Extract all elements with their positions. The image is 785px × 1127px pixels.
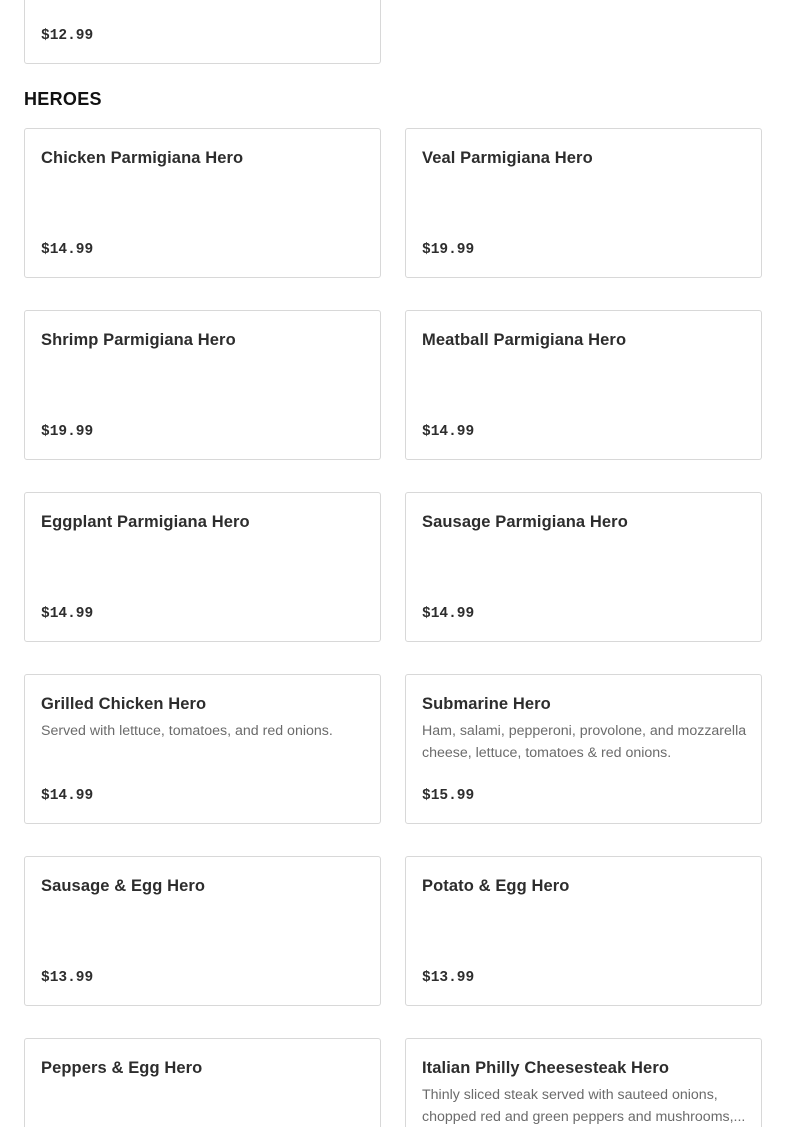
item-name: Eggplant Parmigiana Hero bbox=[41, 513, 250, 531]
menu-item-card[interactable] bbox=[24, 0, 381, 64]
menu-item-card[interactable] bbox=[24, 856, 381, 1006]
item-name: Potato & Egg Hero bbox=[422, 877, 570, 895]
menu-item-card[interactable] bbox=[405, 128, 762, 278]
item-name: Peppers & Egg Hero bbox=[41, 1059, 203, 1077]
item-price: $14.99 bbox=[41, 606, 94, 622]
section-title: HEROES bbox=[24, 89, 102, 109]
item-price: $13.99 bbox=[422, 970, 475, 986]
item-price: $13.99 bbox=[41, 970, 94, 986]
item-price: $19.99 bbox=[41, 424, 94, 440]
item-name: Veal Parmigiana Hero bbox=[422, 149, 593, 167]
item-price: $19.99 bbox=[422, 242, 475, 258]
item-name: Italian Philly Cheesesteak Hero bbox=[422, 1059, 670, 1077]
menu-item-card[interactable] bbox=[405, 674, 762, 824]
menu-item-card[interactable] bbox=[24, 1038, 381, 1127]
item-name: Sausage & Egg Hero bbox=[41, 877, 206, 895]
item-description: Served with lettuce, tomatoes, and red onions. bbox=[41, 723, 333, 739]
item-price: $12.99 bbox=[41, 28, 94, 44]
item-name: Sausage Parmigiana Hero bbox=[422, 513, 628, 531]
menu-item-card[interactable] bbox=[405, 310, 762, 460]
item-price: $14.99 bbox=[422, 606, 475, 622]
menu-item-card[interactable] bbox=[405, 856, 762, 1006]
menu-item-card[interactable] bbox=[24, 674, 381, 824]
item-price: $15.99 bbox=[422, 788, 475, 804]
item-name: Submarine Hero bbox=[422, 695, 551, 713]
menu-item-card[interactable] bbox=[24, 310, 381, 460]
item-name: Chicken Parmigiana Hero bbox=[41, 149, 244, 167]
item-price: $14.99 bbox=[41, 788, 94, 804]
item-name: Grilled Chicken Hero bbox=[41, 695, 207, 713]
item-name: Meatball Parmigiana Hero bbox=[422, 331, 627, 349]
menu-item-card[interactable] bbox=[405, 1038, 762, 1127]
item-name: Shrimp Parmigiana Hero bbox=[41, 331, 236, 349]
menu-item-card[interactable] bbox=[24, 128, 381, 278]
item-price: $14.99 bbox=[41, 242, 94, 258]
item-price: $14.99 bbox=[422, 424, 475, 440]
item-description: Ham, salami, pepperoni, provolone, and mozzarella cheese, lettuce, tomatoes & red onions. bbox=[422, 723, 747, 761]
menu-item-card[interactable] bbox=[405, 492, 762, 642]
item-description: Thinly sliced steak served with sauteed onions, chopped red and green peppers and mushrooms,... bbox=[422, 1087, 746, 1125]
menu-item-card[interactable] bbox=[24, 492, 381, 642]
